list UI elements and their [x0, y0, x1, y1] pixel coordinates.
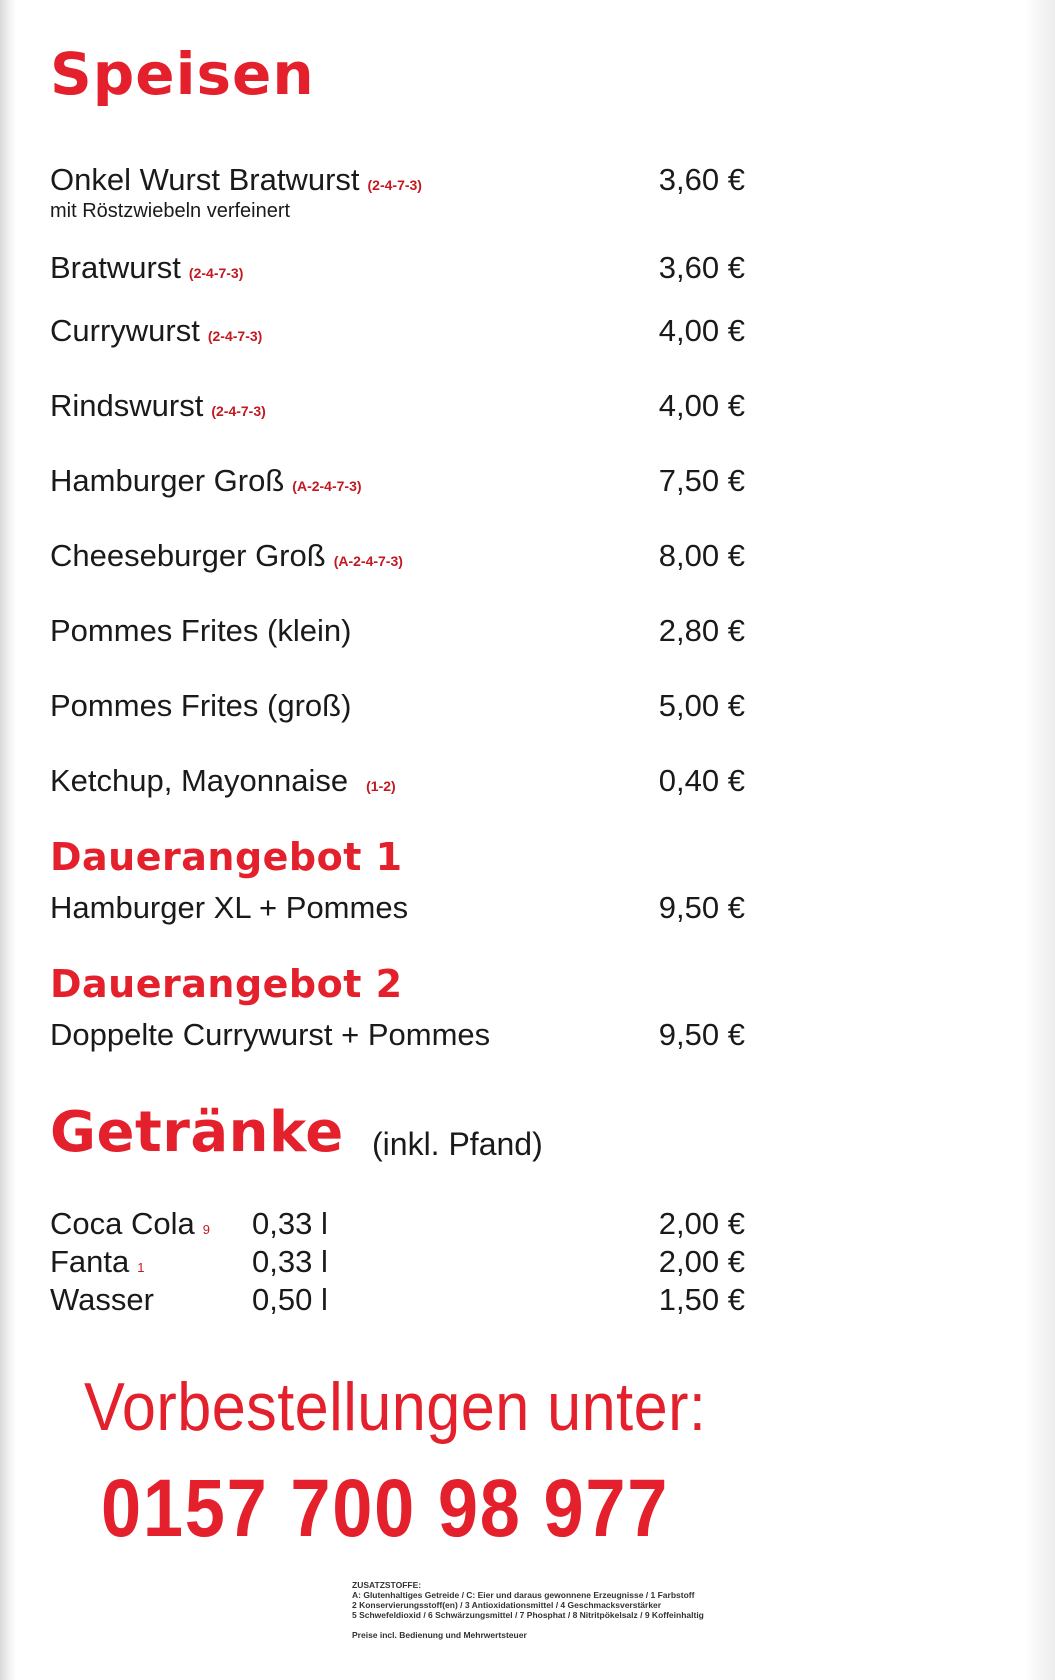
section-title-food: Speisen — [50, 40, 315, 108]
menu-item-price: 7,50 € — [658, 463, 745, 498]
section-title-offer-2: Dauerangebot 2 — [50, 962, 403, 1006]
menu-item-price: 3,60 € — [658, 162, 745, 197]
drink-price: 2,00 € — [658, 1206, 745, 1241]
section-title-drinks: Getränke — [50, 1100, 344, 1165]
page-edge-shadow-right — [1025, 0, 1055, 1680]
preorder-label: Vorbestellungen unter: — [84, 1369, 707, 1445]
menu-item-price: 4,00 € — [658, 313, 745, 348]
item-name-text: Onkel Wurst Bratwurst — [50, 162, 360, 197]
additive-code: 9 — [202, 1222, 210, 1237]
menu-item-price: 4,00 € — [658, 388, 745, 423]
menu-item-rindswurst — [50, 388, 745, 428]
section-title-offer-1: Dauerangebot 1 — [50, 835, 403, 879]
allergen-codes: (A-2-4-7-3) — [292, 478, 362, 494]
menu-item-name — [50, 250, 243, 286]
offer-item-2 — [50, 1017, 745, 1057]
menu-item-pommes-gross — [50, 688, 745, 728]
menu-item-name — [50, 613, 351, 649]
menu-item-price: 3,60 € — [658, 250, 745, 285]
menu-item-hamburger-gross — [50, 463, 745, 503]
menu-item-cheeseburger-gross — [50, 538, 745, 578]
offer-item-1 — [50, 890, 745, 930]
drink-name-text: Fanta — [50, 1244, 130, 1279]
offer-price: 9,50 € — [658, 1017, 745, 1052]
preorder-phone-number[interactable]: 0157 700 98 977 — [101, 1463, 670, 1554]
menu-item-name — [50, 538, 403, 574]
drink-volume: 0,33 l — [252, 1244, 328, 1279]
allergen-codes: (2-4-7-3) — [367, 177, 422, 193]
item-name-text: Cheeseburger Groß — [50, 538, 326, 573]
drink-name — [50, 1282, 154, 1318]
item-name-text: Ketchup, Mayonnaise — [50, 763, 349, 798]
offer-name: Doppelte Currywurst + Pommes — [50, 1017, 491, 1052]
menu-item-price: 2,80 € — [658, 613, 745, 648]
drink-item-fanta — [50, 1244, 745, 1282]
allergen-codes: (A-2-4-7-3) — [333, 553, 403, 569]
drink-price: 1,50 € — [658, 1282, 745, 1317]
item-name-text: Hamburger Groß — [50, 463, 285, 498]
menu-item-name — [50, 688, 351, 724]
menu-item-price: 5,00 € — [658, 688, 745, 723]
drink-volume: 0,33 l — [252, 1206, 328, 1241]
allergen-codes: (2-4-7-3) — [211, 403, 266, 419]
menu-item-onkel-wurst-bratwurst — [50, 162, 745, 222]
item-name-text: Pommes Frites (klein) — [50, 613, 352, 648]
drinks-list — [50, 1206, 745, 1320]
page-edge-shadow — [0, 0, 16, 1680]
drink-item-wasser — [50, 1282, 745, 1320]
drinks-deposit-note: (inkl. Pfand) — [372, 1126, 543, 1162]
menu-item-name — [50, 763, 396, 799]
footnote-line: 2 Konservierungsstoff(en) / 3 Antioxidationsmittel / 4 Geschmacksverstärker — [352, 1600, 662, 1610]
menu-item-pommes-klein — [50, 613, 745, 653]
offer-price: 9,50 € — [658, 890, 745, 925]
footnote-title: ZUSATZSTOFFE: — [352, 1580, 422, 1590]
additive-code: 1 — [137, 1260, 145, 1275]
allergen-codes: (2-4-7-3) — [207, 328, 263, 344]
drink-price: 2,00 € — [658, 1244, 745, 1279]
allergen-codes: (1-2) — [366, 778, 396, 794]
footnote-prices-note: Preise incl. Bedienung und Mehrwertsteuer — [352, 1630, 527, 1640]
menu-item-currywurst — [50, 313, 745, 353]
item-name-text: Bratwurst — [50, 250, 181, 285]
offer-name: Hamburger XL + Pommes — [50, 890, 409, 925]
item-name-text: Rindswurst — [50, 388, 204, 423]
footnote-line: 5 Schwefeldioxid / 6 Schwärzungsmittel / 7 Phosphat / 8 Nitritpökelsalz / 9 Koffeinhaltig — [352, 1610, 704, 1620]
menu-item-name — [50, 162, 422, 198]
drink-name-text: Wasser — [50, 1282, 154, 1317]
allergen-codes: (2-4-7-3) — [188, 265, 244, 281]
drink-name-text: Coca Cola — [50, 1206, 195, 1241]
menu-item-name — [50, 463, 362, 499]
drink-volume: 0,50 l — [252, 1282, 328, 1317]
menu-item-description: mit Röstzwiebeln verfeinert — [50, 200, 291, 222]
footnote-line: A: Glutenhaltiges Getreide / C: Eier und daraus gewonnene Erzeugnisse / 1 Farbstoff — [352, 1590, 695, 1600]
drink-item-coca-cola — [50, 1206, 745, 1244]
additives-footnote — [352, 1580, 704, 1640]
item-name-text: Pommes Frites (groß) — [50, 688, 352, 723]
menu-item-name — [50, 388, 266, 424]
drink-name — [50, 1244, 145, 1280]
menu-item-bratwurst — [50, 250, 745, 290]
menu-item-price: 8,00 € — [658, 538, 745, 573]
menu-item-price: 0,40 € — [658, 763, 745, 798]
drink-name — [50, 1206, 210, 1242]
menu-item-ketchup-mayonnaise — [50, 763, 745, 803]
menu-item-name — [50, 313, 262, 349]
item-name-text: Currywurst — [50, 313, 200, 348]
